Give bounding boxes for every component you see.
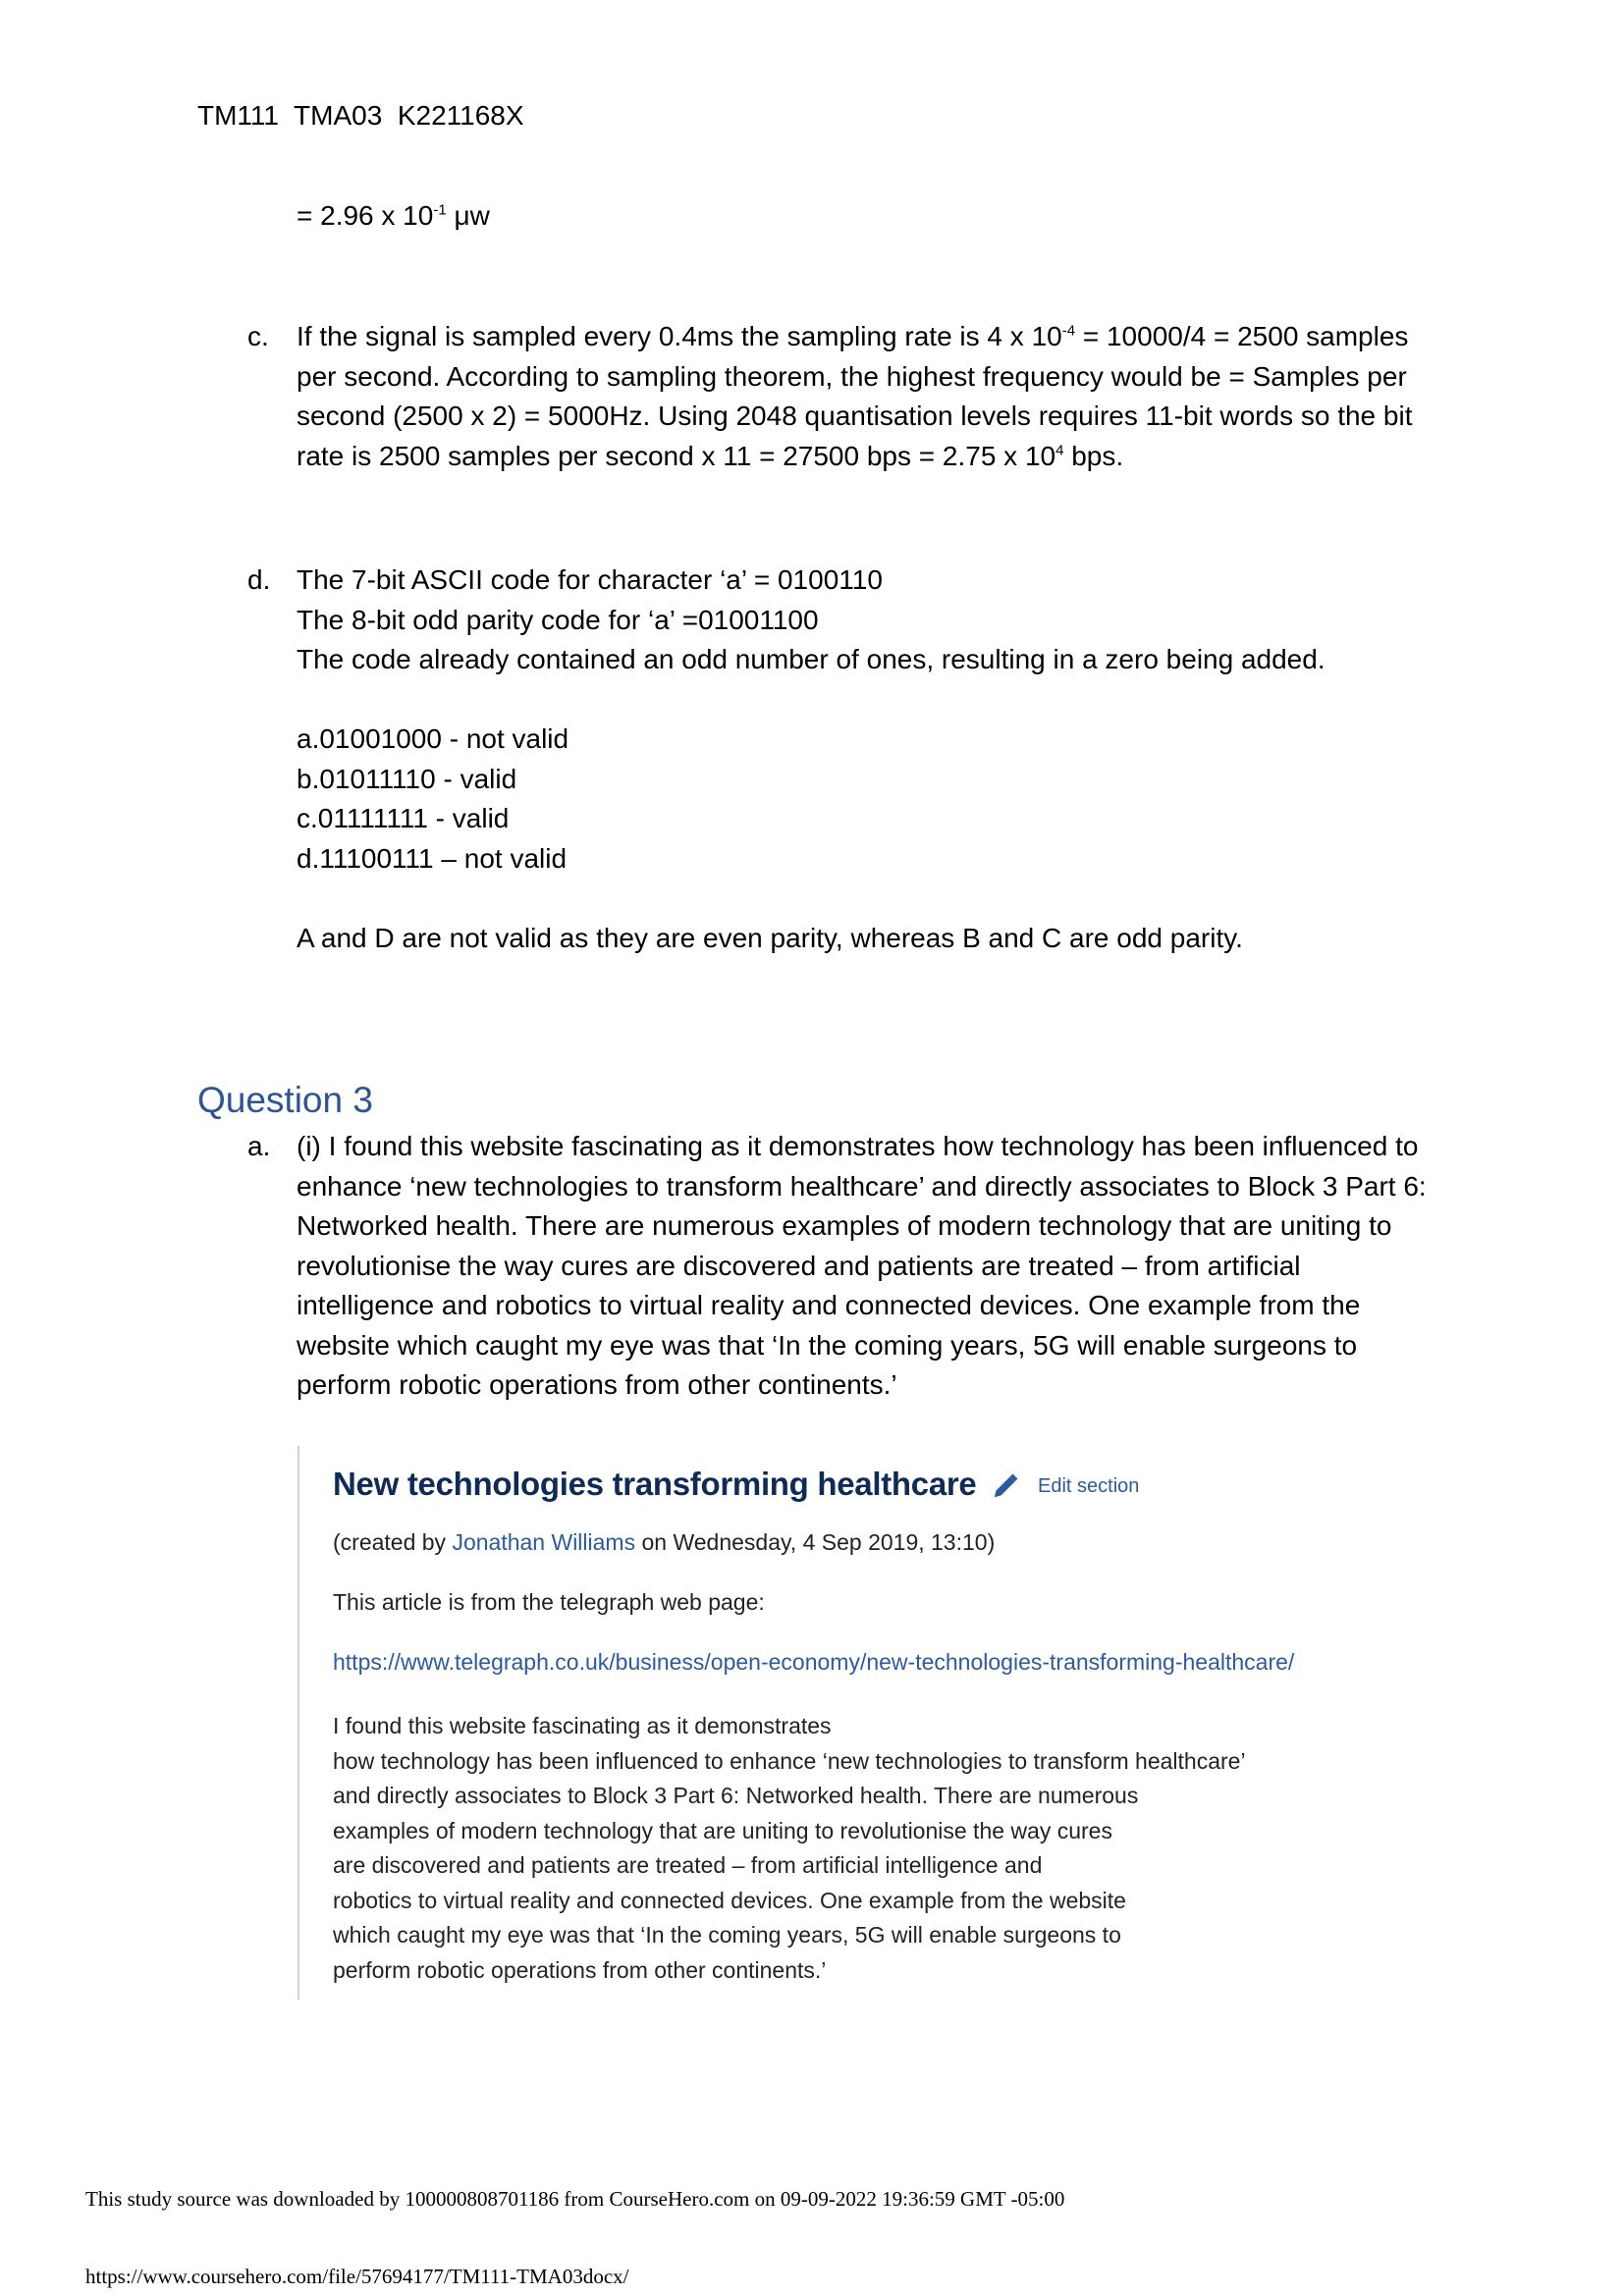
item-d-label: d.: [247, 564, 271, 595]
edit-section-link[interactable]: [1038, 1475, 1139, 1498]
page-header: TM111 TMA03 K221168X: [197, 100, 524, 131]
check-item: b.01011110 - valid: [297, 763, 517, 794]
embedded-screenshot: [298, 1446, 1399, 2000]
item-c-text: [297, 317, 1426, 476]
meta-date: on Wednesday, 4 Sep 2019, 13:10): [635, 1529, 996, 1555]
article-body: [333, 1709, 1315, 1988]
item-d: [297, 561, 1455, 958]
exponent: -4: [1061, 322, 1076, 340]
author-link[interactable]: Jonathan Williams: [452, 1529, 636, 1555]
body-line: and directly associates to Block 3 Part 6: Networked health. There are numerous: [333, 1783, 1139, 1808]
article-url-link[interactable]: https://www.telegraph.co.uk/business/open-economy/new-technologies-transforming-healthcare/: [333, 1649, 1295, 1675]
result-text: = 2.96 x 10: [297, 200, 434, 231]
edit-section-label[interactable]: Edit section: [1038, 1475, 1140, 1497]
check-item: d.11100111 – not valid: [297, 842, 568, 874]
article-meta: [333, 1529, 995, 1556]
explanation-line: The code already contained an odd number of ones, resulting in a zero being added.: [297, 644, 1325, 674]
source-url[interactable]: https://www.coursehero.com/file/57694177/TM111-TMA03docx/: [85, 2265, 629, 2288]
text: If the signal is sampled every 0.4ms the sampling rate is 4 x 10: [297, 321, 1062, 351]
exponent: 4: [1055, 442, 1064, 459]
question-3-label: a.: [247, 1131, 271, 1161]
question-3-heading: Question 3: [197, 1080, 373, 1120]
body-line: examples of modern technology that are uniting to revolutionise the way cures: [333, 1817, 1112, 1843]
source-text: This article is from the telegraph web page:: [333, 1589, 765, 1615]
article-title: New technologies transforming healthcare: [333, 1466, 977, 1502]
text: bps.: [1063, 440, 1124, 471]
item-c-label: c.: [247, 321, 269, 351]
body-line: which caught my eye was that ‘In the coming years, 5G will enable surgeons to: [333, 1922, 1121, 1948]
body-line: robotics to virtual reality and connected devices. One example from the website: [333, 1887, 1126, 1913]
question-3-text: (i) I found this website fascinating as it demonstrates how technology has been influenced to enhance ‘new technologies to transform healthcare’ and directly associates to Block 3 Part 6: Networked health. There are numerous examples of modern technology that are uniting to revolutionise the way cures are discovered and patients are treated – from artificial intelligence and robotics to virtual reality and connected devices. One example from the website which caught my eye was that ‘In the coming years, 5G will enable surgeons to perform robotic operations from other continents.’: [297, 1131, 1427, 1400]
body-line: perform robotic operations from other continents.’: [333, 1956, 827, 1983]
body-line: are discovered and patients are treated – from artificial intelligence and: [333, 1852, 1043, 1878]
check-item: c.01111111 - valid: [297, 803, 510, 833]
parity-line: The 8-bit odd parity code for ‘a’ =01001100: [297, 604, 819, 635]
pencil-icon: [991, 1471, 1020, 1501]
result-b: [297, 196, 1455, 237]
check-item: a.01001000 - not valid: [297, 723, 569, 754]
text: = 10000/4 = 2500 samples per second. According to sampling theorem, the highest frequency would be = Samples per second (2500 x 2) = 5000Hz. Using 2048 quantisation levels requires 11-bit words so the bit rate is 2500 samples per second x 11 = 27500 bps = 2.75 x 10: [297, 321, 1413, 471]
download-notice: This study source was downloaded by 100000808701186 from CourseHero.com on 09-09-2022 19:36:59 GMT -05:00: [85, 2187, 1065, 2211]
body-line: how technology has been influenced to enhance ‘new technologies to transform healthcare’: [333, 1747, 1246, 1774]
exponent: -1: [433, 201, 447, 219]
ascii-line: The 7-bit ASCII code for character ‘a’ = 0100110: [297, 564, 883, 595]
result-unit: μw: [446, 200, 490, 231]
meta-text: (created by: [333, 1529, 453, 1555]
conclusion: A and D are not valid as they are even parity, whereas B and C are odd parity.: [297, 922, 1243, 953]
body-line: I found this website fascinating as it demonstrates: [333, 1713, 832, 1738]
